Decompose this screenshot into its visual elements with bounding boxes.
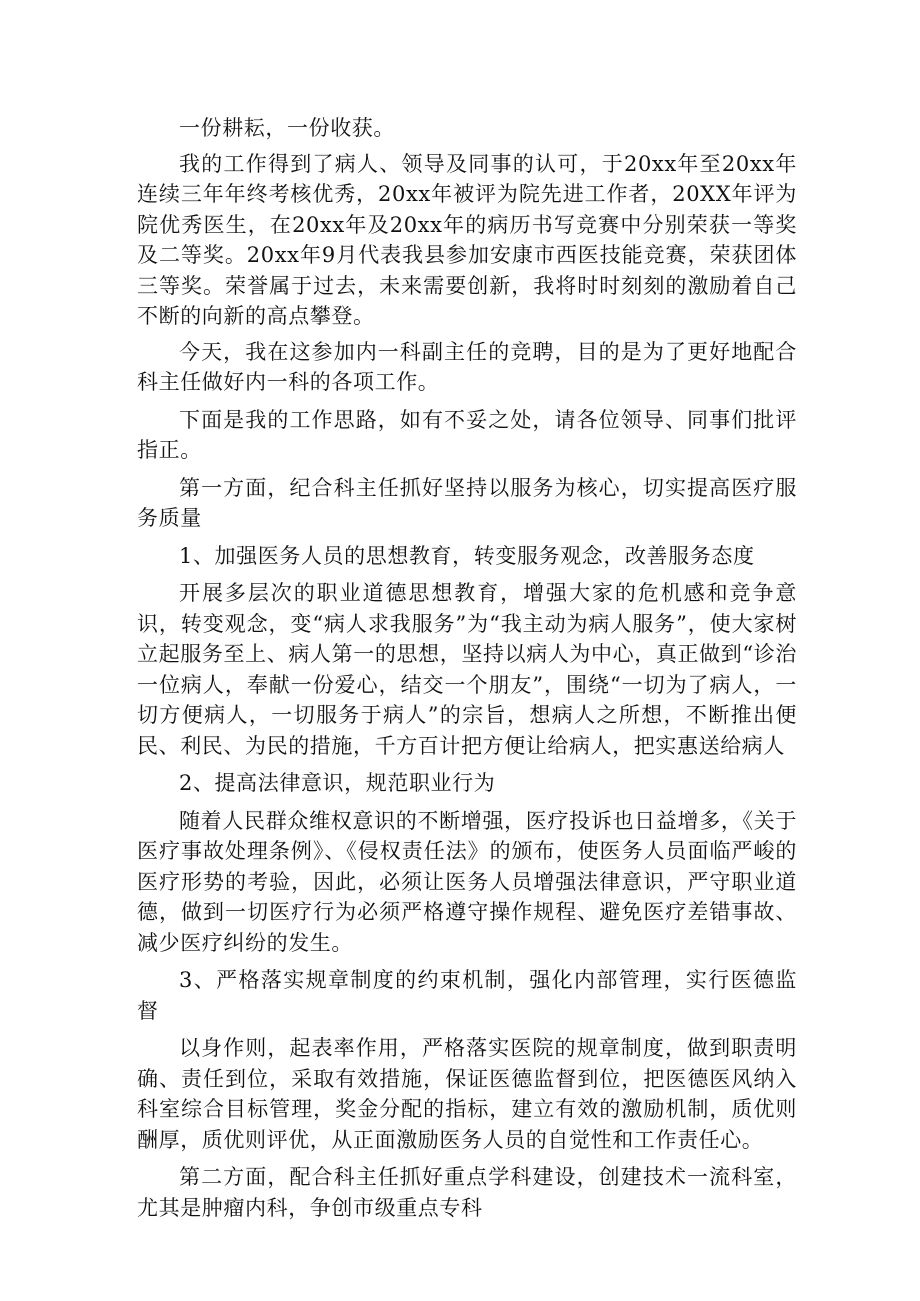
document-body: [137, 113, 797, 1223]
paragraph-work-ideas: 下面是我的工作思路，如有不妥之处，请各位领导、同事们批评指正。: [137, 407, 797, 462]
paragraph-management: 以身作则，起表率作用，严格落实医院的规章制度，做到职责明确、责任到位，采取有效措施，保证医德监督到位，把医德医风纳入科室综合目标管理，奖金分配的指标，建立有效的激励机制，质优则酬厚，质优则评优，从正面激励医务人员的自觉性和工作责任心。: [137, 1036, 797, 1152]
subheading-3: 3、严格落实规章制度的约束机制，强化内部管理，实行医德监督: [137, 968, 797, 1023]
paragraph-purpose: 今天，我在这参加内一科副主任的竞聘，目的是为了更好地配合科主任做好内一科的各项工作。: [137, 339, 797, 394]
section-heading-second-aspect: 第二方面，配合科主任抓好重点学科建设，创建技术一流科室，尤其是肿瘤内科，争创市级重点专科: [137, 1165, 797, 1220]
paragraph-achievements: 我的工作得到了病人、领导及同事的认可，于20xx年至20xx年连续三年年终考核优秀，20xx年被评为院先进工作者，20XX年评为院优秀医生，在20xx年及20xx年的病历书写竞赛中分别荣获一等奖及二等奖。20xx年9月代表我县参加安康市西医技能竞赛，荣获团体三等奖。荣誉属于过去，未来需要创新，我将时时刻刻的激励着自己不断的向新的高点攀登。: [137, 151, 797, 328]
subheading-2: 2、提高法律意识，规范职业行为: [179, 771, 496, 795]
subheading-1: 1、加强医务人员的思想教育，转变服务观念，改善服务态度: [179, 543, 755, 568]
paragraph-harvest: 一份耕耘，一份收获。: [179, 116, 395, 140]
paragraph-legal-awareness: 随着人民群众维权意识的不断增强，医疗投诉也日益增多，《关于医疗事故处理条例》、《侵权责任法》的颁布，使医务人员面临严峻的医疗形势的考验，因此，必须让医务人员增强法律意识，严守职业道德，做到一切医疗行为必须严格遵守操作规程、避免医疗差错事故、减少医疗纠纷的发生。: [137, 808, 797, 955]
section-heading-first-aspect: 第一方面，纪合科主任抓好坚持以服务为核心，切实提高医疗服务质量: [137, 475, 797, 530]
paragraph-ethics-education: 开展多层次的职业道德思想教育，增强大家的危机感和竞争意识，转变观念，变“病人求我服务”为“我主动为病人服务”，使大家树立起服务至上、病人第一的思想，坚持以病人为中心，真正做到“诊治一位病人，奉献一份爱心，结交一个朋友”，围绕“一切为了病人，一切方便病人，一切服务于病人”的宗旨，想病人之所想，不断推出便民、利民、为民的措施，千方百计把方便让给病人，把实惠送给病人: [137, 581, 797, 758]
